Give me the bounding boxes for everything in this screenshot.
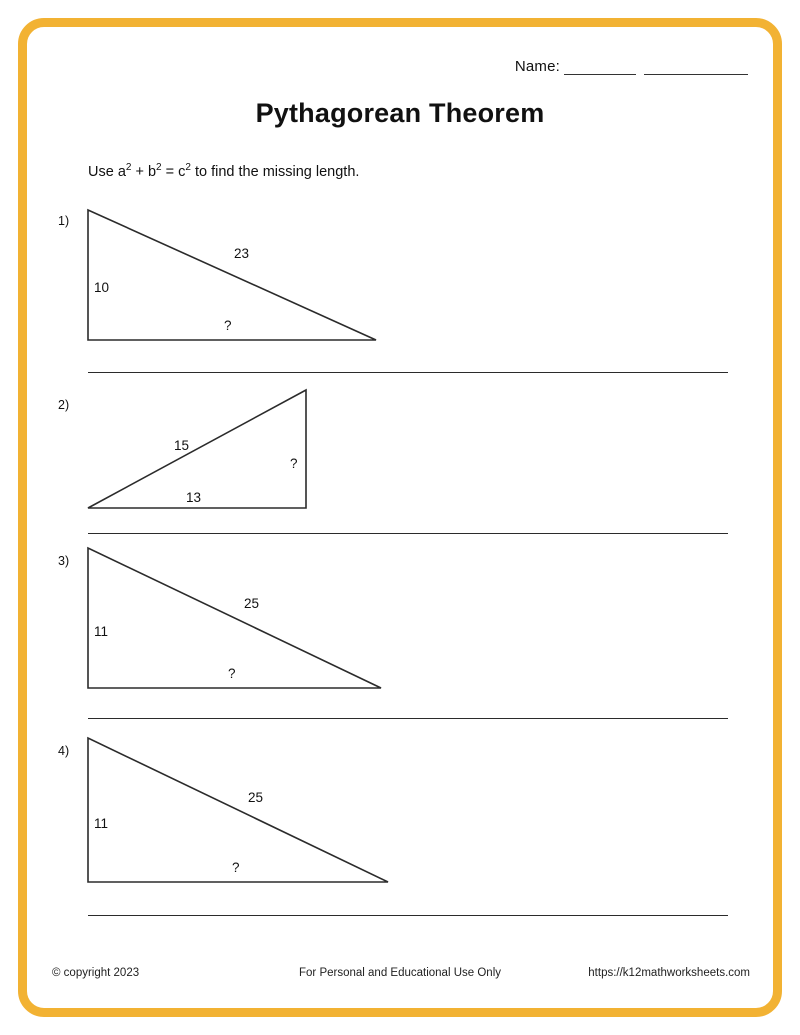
footer-copyright: © copyright 2023	[52, 967, 140, 979]
problem-1-divider	[88, 372, 728, 373]
triangle-2-horizontal-label: 13	[186, 490, 202, 505]
problem-1	[46, 200, 754, 380]
name-field-row	[515, 58, 748, 75]
instructions-sup-a: 2	[125, 162, 132, 173]
problem-1-figure	[76, 200, 416, 365]
instructions-mid-2: = c	[161, 163, 186, 180]
problem-2	[46, 380, 754, 560]
footer-usage-note: For Personal and Educational Use Only	[299, 967, 501, 979]
triangle-1-vertical-label: 10	[94, 280, 110, 295]
problem-3-number: 3)	[58, 554, 70, 568]
instructions-prefix: Use a	[88, 163, 126, 180]
triangle-1-shape	[88, 210, 376, 340]
problem-1-number: 1)	[58, 214, 70, 228]
worksheet-content	[46, 40, 754, 995]
problem-3	[46, 540, 754, 725]
triangle-3-horizontal-label: ?	[228, 666, 236, 681]
triangle-4-vertical-label: 11	[94, 816, 109, 831]
triangle-4-svg	[76, 730, 416, 895]
instructions-suffix: to find the missing length.	[190, 163, 360, 180]
triangle-2-hypotenuse-label: 15	[174, 438, 190, 453]
problem-4-figure	[76, 730, 416, 900]
problem-4	[46, 730, 754, 920]
triangle-3-hypotenuse-label: 25	[244, 596, 260, 611]
footer	[46, 967, 754, 987]
instructions-sup-c: 2	[185, 162, 191, 173]
name-input-blank-2[interactable]	[644, 59, 748, 75]
triangle-3-svg	[76, 540, 416, 700]
triangle-2-vertical-label: ?	[290, 456, 298, 471]
problem-2-number: 2)	[58, 398, 70, 412]
name-input-blank-1[interactable]	[564, 59, 636, 75]
instructions-text	[88, 162, 359, 180]
page-title: Pythagorean Theorem	[255, 98, 545, 128]
problem-2-figure	[76, 380, 376, 545]
triangle-3-vertical-label: 11	[94, 624, 109, 639]
problem-3-divider	[88, 718, 728, 719]
instructions-mid-1: + b	[131, 163, 157, 180]
footer-url: https://k12mathworksheets.com	[588, 967, 750, 979]
triangle-2-svg	[76, 380, 376, 540]
name-label: Name:	[514, 58, 560, 75]
triangle-1-hypotenuse-label: 23	[234, 246, 250, 261]
triangle-1-horizontal-label: ?	[224, 318, 232, 333]
problem-4-divider	[88, 915, 728, 916]
triangle-4-hypotenuse-label: 25	[248, 790, 264, 805]
triangle-4-horizontal-label: ?	[232, 860, 240, 875]
problem-2-divider	[88, 533, 728, 534]
triangle-1-svg	[76, 200, 416, 360]
instructions-sup-b: 2	[156, 162, 162, 173]
problem-3-figure	[76, 540, 416, 705]
problem-4-number: 4)	[58, 744, 70, 758]
